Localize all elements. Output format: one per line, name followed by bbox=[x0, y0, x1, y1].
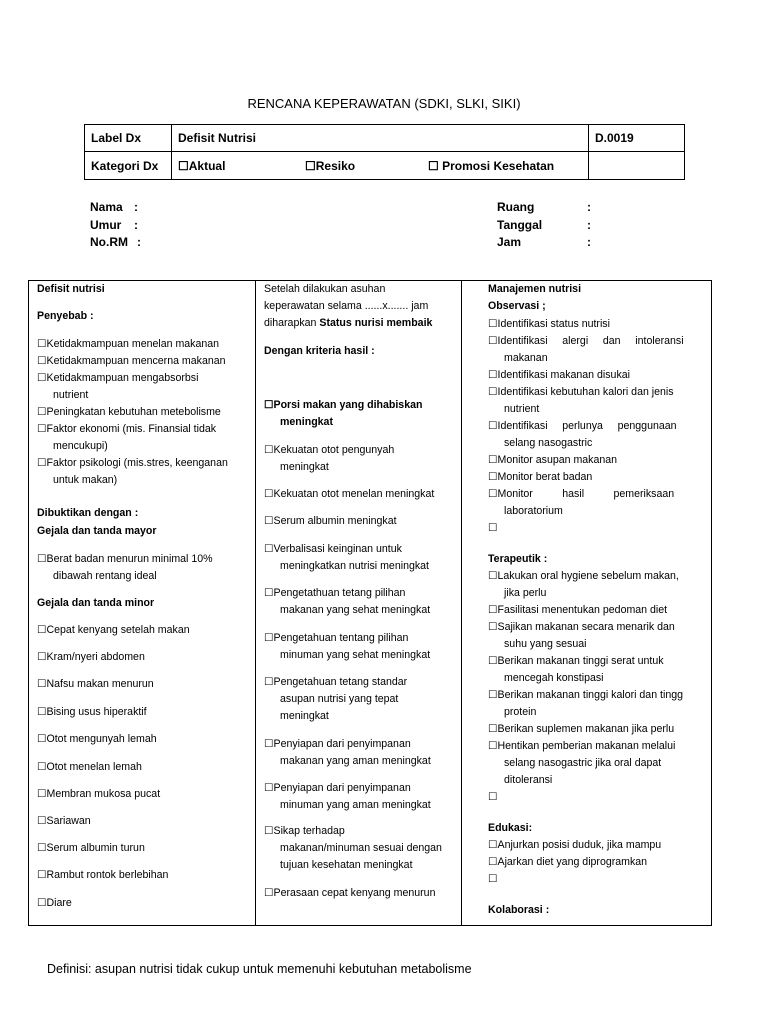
edukasi-item[interactable] bbox=[488, 837, 704, 854]
kriteria-item[interactable] bbox=[264, 486, 458, 503]
edukasi-item[interactable] bbox=[488, 854, 704, 871]
kriteria-label: Dengan kriteria hasil : bbox=[264, 345, 375, 357]
ruang-label: Ruang bbox=[497, 200, 535, 214]
mayor-item[interactable] bbox=[37, 551, 249, 585]
minor-item[interactable]: ☐Rambut rontok berlebihan bbox=[37, 869, 169, 881]
kriteria-item[interactable] bbox=[264, 541, 458, 575]
observasi-label: Observasi ; bbox=[488, 300, 546, 312]
ruang-colon: : bbox=[587, 200, 591, 214]
checkbox-resiko[interactable]: ☐Resiko bbox=[305, 158, 356, 173]
label-dx-label: Label Dx bbox=[85, 125, 172, 152]
intro-line: diharapkan bbox=[264, 317, 320, 329]
kriteria-text: asupan nutrisi yang tepat bbox=[280, 693, 399, 705]
kriteria-text: ☐Kekuatan otot menelan meningkat bbox=[264, 488, 435, 500]
column-slki bbox=[256, 281, 462, 925]
minor-item[interactable]: ☐Cepat kenyang setelah makan bbox=[37, 624, 190, 636]
observasi-text: laboratorium bbox=[504, 505, 563, 517]
observasi-text: nutrient bbox=[504, 403, 540, 415]
terapeutik-text: ☐Hentikan pemberian makanan melalui bbox=[488, 740, 676, 752]
kriteria-item[interactable] bbox=[264, 630, 458, 664]
observasi-item[interactable] bbox=[488, 469, 704, 486]
kriteria-text: ☐Kekuatan otot pengunyah bbox=[264, 444, 395, 456]
mayor-text: dibawah rentang ideal bbox=[53, 570, 157, 582]
observasi-text: ☐Monitor asupan makanan bbox=[488, 454, 618, 466]
kriteria-item[interactable] bbox=[264, 397, 458, 431]
observasi-item[interactable] bbox=[488, 418, 704, 452]
kriteria-item[interactable] bbox=[264, 736, 458, 770]
kategori-dx-label: Kategori Dx bbox=[85, 152, 172, 180]
kriteria-item[interactable] bbox=[264, 780, 458, 814]
tanggal-label: Tanggal bbox=[497, 217, 543, 232]
terapeutik-text: mencegah konstipasi bbox=[504, 672, 604, 684]
kriteria-text: meningkatkan nutrisi meningkat bbox=[280, 560, 429, 572]
kriteria-text: makanan yang aman meningkat bbox=[280, 755, 431, 767]
penyebab-label: Penyebab : bbox=[37, 310, 94, 322]
kolaborasi-label: Kolaborasi : bbox=[488, 904, 550, 916]
kriteria-text: makanan/minuman sesuai dengan bbox=[280, 842, 442, 854]
kriteria-text: tujuan kesehatan meningkat bbox=[280, 859, 413, 871]
kriteria-text: ☐Perasaan cepat kenyang menurun bbox=[264, 887, 436, 899]
kriteria-text: meningkat bbox=[280, 710, 329, 722]
dibuktikan-label: Dibuktikan dengan : bbox=[37, 507, 139, 519]
observasi-text: ☐Identifikasi perlunya penggunaan bbox=[488, 420, 677, 432]
jam-colon: : bbox=[587, 235, 591, 249]
jam-label: Jam bbox=[497, 235, 522, 249]
diagnosis-code: D.0019 bbox=[589, 125, 685, 152]
penyebab-item[interactable] bbox=[37, 455, 249, 489]
penyebab-text: mencukupi) bbox=[53, 440, 108, 452]
kriteria-text: ☐Penyiapan dari penyimpanan bbox=[264, 782, 411, 794]
terapeutik-text: ☐Berikan makanan tinggi serat untuk bbox=[488, 655, 664, 667]
kriteria-text: ☐Pengetahuan tetang standar bbox=[264, 676, 408, 688]
patient-info-left bbox=[90, 199, 141, 252]
mayor-label: Gejala dan tanda mayor bbox=[37, 525, 157, 537]
terapeutik-item[interactable] bbox=[488, 602, 704, 619]
terapeutik-text: ☐Lakukan oral hygiene sebelum makan, bbox=[488, 570, 679, 582]
penyebab-text: ☐Peningkatan kebutuhan metebolisme bbox=[37, 406, 221, 418]
minor-item[interactable]: ☐Otot menelan lemah bbox=[37, 761, 142, 773]
column-sdki bbox=[29, 281, 256, 925]
observasi-text: ☐Identifikasi makanan disukai bbox=[488, 369, 630, 381]
umur-label: Umur bbox=[90, 217, 122, 232]
checkbox-aktual[interactable]: ☐Aktual bbox=[178, 158, 226, 173]
terapeutik-text: ☐Berikan suplemen makanan jika perlu bbox=[488, 723, 675, 735]
observasi-item[interactable] bbox=[488, 316, 704, 333]
observasi-item[interactable] bbox=[488, 333, 704, 367]
page-title: RENCANA KEPERAWATAN (SDKI, SLKI, SIKI) bbox=[247, 96, 521, 111]
penyebab-text: ☐Faktor psikologi (mis.stres, keenganan bbox=[37, 457, 228, 469]
terapeutik-text: ditoleransi bbox=[504, 774, 553, 786]
terapeutik-item[interactable] bbox=[488, 568, 704, 602]
terapeutik-item[interactable] bbox=[488, 653, 704, 687]
observasi-text: ☐Monitor hasil pemeriksaan bbox=[488, 488, 675, 500]
kriteria-text: meningkat bbox=[280, 416, 333, 428]
kriteria-text: ☐Sikap terhadap bbox=[264, 825, 345, 837]
kriteria-text: makanan yang sehat meningkat bbox=[280, 604, 431, 616]
kriteria-text: ☐Porsi makan yang dihabiskan bbox=[264, 399, 423, 411]
terapeutik-item-empty[interactable] bbox=[488, 789, 704, 806]
intro-line: Setelah dilakukan asuhan bbox=[264, 283, 386, 295]
terapeutik-text: selang nasogastric jika oral dapat bbox=[504, 757, 662, 769]
observasi-item[interactable] bbox=[488, 486, 704, 520]
kriteria-item[interactable] bbox=[264, 442, 458, 476]
kriteria-text: ☐Serum albumin meningkat bbox=[264, 515, 397, 527]
observasi-item-empty[interactable] bbox=[488, 520, 704, 537]
tanggal-colon: : bbox=[587, 217, 591, 232]
observasi-text: ☐Identifikasi status nutrisi bbox=[488, 318, 610, 330]
nama-label: Nama bbox=[90, 200, 123, 214]
nama-colon: : bbox=[134, 200, 138, 214]
kriteria-text: meningkat bbox=[280, 461, 329, 473]
kriteria-text: minuman yang aman meningkat bbox=[280, 799, 431, 811]
kriteria-item[interactable] bbox=[264, 885, 458, 902]
observasi-item[interactable] bbox=[488, 384, 704, 418]
definition-text: Definisi: asupan nutrisi tidak cukup untuk memenuhi kebutuhan metabolisme bbox=[47, 962, 472, 976]
col3-heading: Manajemen nutrisi bbox=[488, 283, 582, 295]
edukasi-label: Edukasi: bbox=[488, 822, 533, 834]
terapeutik-text: ☐Berikan makanan tinggi kalori dan tingg bbox=[488, 689, 684, 701]
observasi-text: selang nasogastric bbox=[504, 437, 593, 449]
terapeutik-item[interactable] bbox=[488, 619, 704, 653]
edukasi-text: ☐Ajarkan diet yang diprogramkan bbox=[488, 856, 648, 868]
patient-info-right bbox=[497, 199, 591, 252]
norm-label: No.RM bbox=[90, 235, 128, 249]
kriteria-text: minuman yang sehat meningkat bbox=[280, 649, 431, 661]
care-plan-table bbox=[28, 280, 712, 926]
minor-item[interactable]: ☐Nafsu makan menurun bbox=[37, 678, 154, 690]
minor-item[interactable]: ☐Serum albumin turun bbox=[37, 842, 145, 854]
observasi-text: ☐Identifikasi alergi dan intoleransi bbox=[488, 335, 684, 347]
minor-label: Gejala dan tanda minor bbox=[37, 597, 155, 609]
outcome-title: Status nurisi membaik bbox=[319, 317, 433, 329]
kriteria-text: ☐Pengetathuan tetang pilihan bbox=[264, 587, 406, 599]
col1-heading: Defisit nutrisi bbox=[37, 283, 105, 295]
penyebab-text: ☐Ketidakmampuan menelan makanan bbox=[37, 338, 220, 350]
terapeutik-text: jika perlu bbox=[504, 587, 547, 599]
terapeutik-label: Terapeutik : bbox=[488, 553, 548, 565]
edukasi-item-empty[interactable] bbox=[488, 871, 704, 888]
terapeutik-text: protein bbox=[504, 706, 537, 718]
penyebab-text: ☐Faktor ekonomi (mis. Finansial tidak bbox=[37, 423, 217, 435]
penyebab-text: ☐Ketidakmampuan mengabsorbsi bbox=[37, 372, 199, 384]
penyebab-text: ☐Ketidakmampuan mencerna makanan bbox=[37, 355, 226, 367]
penyebab-text: nutrient bbox=[53, 389, 89, 401]
diagnosis-header-table bbox=[84, 124, 685, 180]
umur-colon: : bbox=[134, 217, 138, 232]
observasi-text: ☐Monitor berat badan bbox=[488, 471, 593, 483]
kategori-empty-cell bbox=[589, 152, 685, 180]
minor-item[interactable]: ☐Otot mengunyah lemah bbox=[37, 733, 157, 745]
norm-colon: : bbox=[137, 235, 141, 249]
penyebab-item[interactable] bbox=[37, 421, 249, 455]
kriteria-item[interactable] bbox=[264, 585, 458, 619]
kriteria-item[interactable] bbox=[264, 674, 458, 725]
penyebab-item[interactable] bbox=[37, 353, 249, 370]
observasi-item[interactable] bbox=[488, 452, 704, 469]
terapeutik-text: ☐Fasilitasi menentukan pedoman diet bbox=[488, 604, 668, 616]
minor-item[interactable]: ☐Kram/nyeri abdomen bbox=[37, 651, 145, 663]
terapeutik-text: ☐Sajikan makanan secara menarik dan bbox=[488, 621, 675, 633]
penyebab-text: untuk makan) bbox=[53, 474, 118, 486]
penyebab-item[interactable] bbox=[37, 370, 249, 404]
intro-line: keperawatan selama ......x....... jam bbox=[264, 300, 429, 312]
observasi-text: ☐ bbox=[488, 522, 498, 534]
minor-item[interactable]: ☐Membran mukosa pucat bbox=[37, 788, 161, 800]
kriteria-text: ☐Verbalisasi keinginan untuk bbox=[264, 543, 402, 555]
kriteria-text: ☐Pengetahuan tentang pilihan bbox=[264, 632, 409, 644]
column-siki bbox=[462, 281, 713, 925]
mayor-text: ☐Berat badan menurun minimal 10% bbox=[37, 553, 213, 565]
terapeutik-item[interactable] bbox=[488, 687, 704, 721]
kriteria-item[interactable] bbox=[264, 823, 458, 874]
terapeutik-text: ☐ bbox=[488, 791, 498, 803]
kategori-options bbox=[172, 152, 589, 180]
edukasi-text: ☐Anjurkan posisi duduk, jika mampu bbox=[488, 839, 662, 851]
minor-item[interactable]: ☐Bising usus hiperaktif bbox=[37, 706, 147, 718]
outcome-intro bbox=[264, 281, 458, 332]
kriteria-text: ☐Penyiapan dari penyimpanan bbox=[264, 738, 411, 750]
checkbox-promosi-kesehatan[interactable]: ☐ Promosi Kesehatan bbox=[428, 158, 555, 173]
label-dx-value: Defisit Nutrisi bbox=[172, 125, 589, 152]
kriteria-item[interactable] bbox=[264, 513, 458, 530]
terapeutik-item[interactable] bbox=[488, 721, 704, 738]
observasi-text: makanan bbox=[504, 352, 548, 364]
minor-item[interactable]: ☐Sariawan bbox=[37, 815, 91, 827]
penyebab-item[interactable] bbox=[37, 336, 249, 353]
penyebab-item[interactable] bbox=[37, 404, 249, 421]
edukasi-text: ☐ bbox=[488, 873, 498, 885]
terapeutik-text: suhu yang sesuai bbox=[504, 638, 587, 650]
minor-item[interactable]: ☐Diare bbox=[37, 897, 72, 909]
terapeutik-item[interactable] bbox=[488, 738, 704, 789]
observasi-item[interactable] bbox=[488, 367, 704, 384]
observasi-text: ☐Identifikasi kebutuhan kalori dan jenis bbox=[488, 386, 674, 398]
